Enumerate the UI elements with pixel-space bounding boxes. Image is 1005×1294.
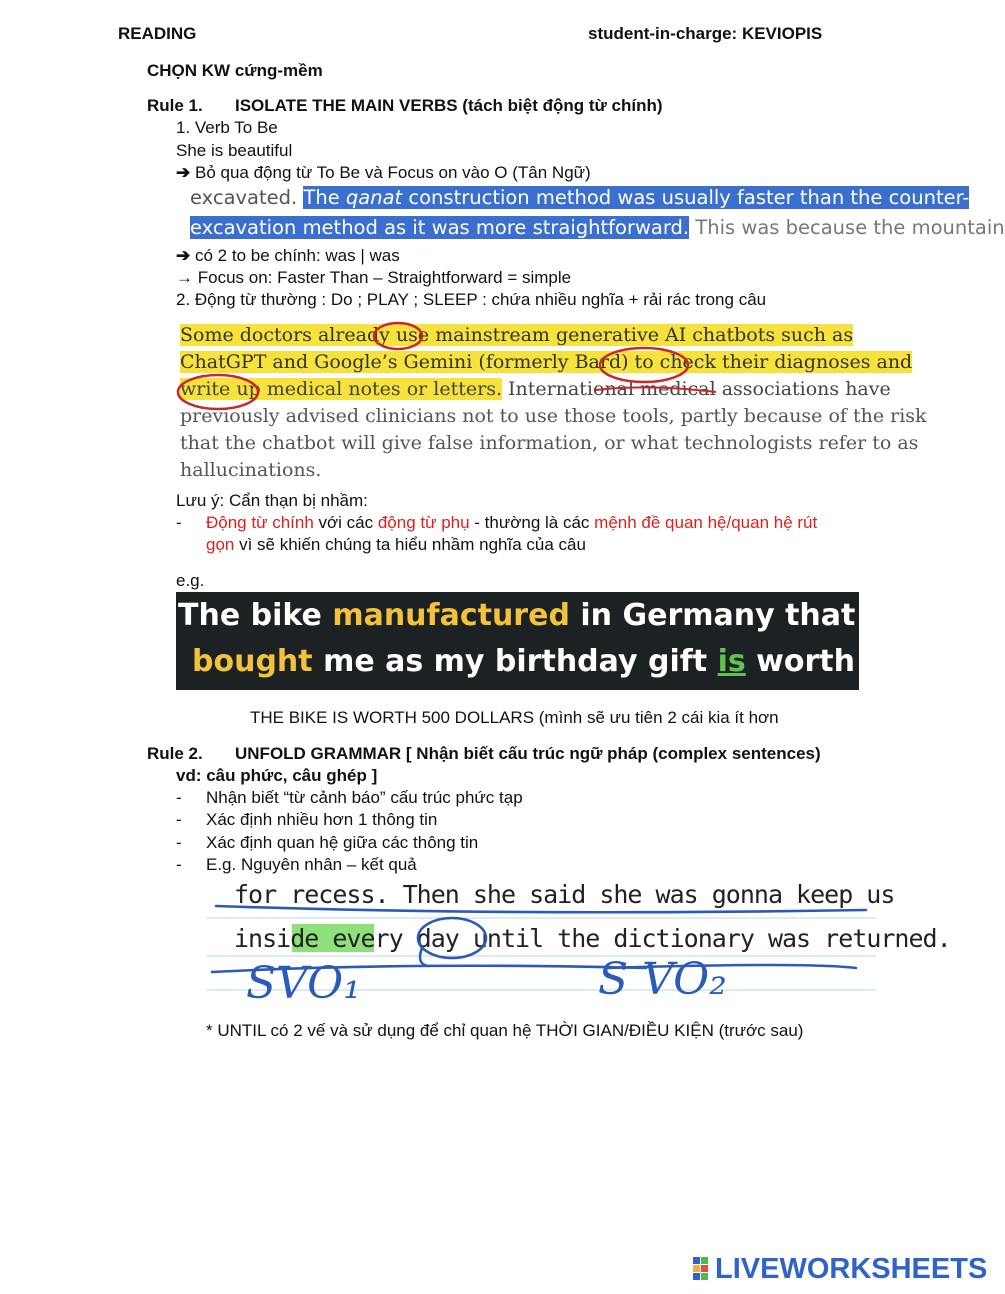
doctors-line5: that the chatbot will give false information, or what technologists refer to as xyxy=(180,432,919,454)
rule2-label: Rule 2. xyxy=(147,744,203,763)
section-title: CHỌN KW cứng-mềm xyxy=(147,61,323,80)
bike-l2d: worth $500. xyxy=(745,644,961,679)
logo-text: LIVEWORKSHEETS xyxy=(715,1253,988,1285)
bike-is: is xyxy=(717,644,746,679)
note-dash: - xyxy=(176,513,182,532)
rule1-label: Rule 1. xyxy=(147,96,203,115)
until-every-day: every day xyxy=(332,924,459,953)
bullet-dash-icon: - xyxy=(176,810,182,829)
qanat-line1-pre: excavated. xyxy=(190,186,304,209)
until-l2a: inside xyxy=(234,924,333,953)
rule1-arrow2-text: có 2 to be chính: was | was xyxy=(194,246,400,265)
header-right: student-in-charge: KEVIOPIS xyxy=(588,24,823,43)
doctors-line3-hl: write up medical notes or letters. xyxy=(180,378,502,400)
annotation-svo2: S VO₂ xyxy=(598,954,727,1005)
note-aux-verb: động từ phụ xyxy=(377,513,470,532)
red-circle-annotations xyxy=(176,318,896,488)
doctors-line3-post: International medical associations have xyxy=(501,378,891,400)
qanat-line1-hl xyxy=(303,186,969,209)
doctors-line1-text: Some doctors already use mainstream generative AI chatbots such as xyxy=(180,324,854,346)
qanat-hl-a: The xyxy=(303,186,346,209)
eg-label: e.g. xyxy=(176,571,205,590)
rule2-bullet: Nhận biết “từ cảnh báo” cấu trúc phức tạp xyxy=(206,788,523,807)
rule2-bullet: Xác định quan hệ giữa các thông tin xyxy=(206,833,479,852)
bike-line1 xyxy=(178,598,949,633)
header-left: READING xyxy=(118,24,197,43)
note-title: Lưu ý: Cẩn thạn bị nhầm: xyxy=(176,491,368,510)
bike-line2 xyxy=(192,644,960,679)
bike-l2b: me as my birthday gift xyxy=(312,644,718,679)
bike-bought: bought xyxy=(192,644,313,679)
qanat-line2 xyxy=(190,216,1005,239)
doctors-excerpt-image xyxy=(176,318,927,488)
until-handwriting-image xyxy=(206,876,951,1016)
arrow-icon: ➔ xyxy=(176,163,191,182)
rule2-title: UNFOLD GRAMMAR [ Nhận biết cấu trúc ngữ pháp (complex sentences) xyxy=(235,744,821,763)
note-line1 xyxy=(206,513,817,533)
rule1-arrow3-row xyxy=(176,268,571,288)
note-relative-clause: mệnh đề quan hệ/quan hệ rút xyxy=(594,513,818,532)
bike-manufactured: manufactured xyxy=(332,598,570,633)
rule1-title: ISOLATE THE MAIN VERBS (tách biệt động từ chính) xyxy=(235,96,663,115)
note-line2 xyxy=(206,535,586,555)
rule1-item2: 2. Động từ thường : Do ; PLAY ; SLEEP : chứa nhiều nghĩa + rải rác trong câu xyxy=(176,290,767,309)
qanat-line2-post: This was because the mountain xyxy=(689,216,1005,239)
note-d: - thường là các xyxy=(469,513,595,532)
doctors-line2-text: ChatGPT and Google’s Gemini (formerly Bard) to check their diagnoses and xyxy=(180,351,913,373)
rule1-arrow2-row xyxy=(176,246,400,266)
bike-sentence-image xyxy=(176,592,961,690)
conclusion: THE BIKE IS WORTH 500 DOLLARS (mình sẽ ưu tiên 2 cái kia ít hơn xyxy=(250,708,779,727)
rule1-item1: 1. Verb To Be xyxy=(176,118,278,137)
thin-arrow-icon: → xyxy=(176,268,193,287)
annotation-svo1: SVO₁ xyxy=(246,958,361,1009)
until-l2c: until the dictionary was returned. xyxy=(458,924,951,953)
doctors-line6: hallucinations. xyxy=(180,459,322,481)
note-f: gọn xyxy=(206,535,235,554)
qanat-excerpt-image xyxy=(186,182,1005,244)
note-b: với các xyxy=(313,513,378,532)
rule2-bullet: E.g. Nguyên nhân – kết quả xyxy=(206,855,417,874)
bike-l1a: The bike xyxy=(178,598,333,633)
bullet-dash-icon: - xyxy=(176,855,182,874)
bike-l1c: in Germany that mom xyxy=(569,598,949,633)
qanat-hl-b: qanat xyxy=(345,186,403,209)
bullet-dash-icon: - xyxy=(176,788,182,807)
rule1-arrow3-text: Focus on: Faster Than – Straightforward = simple xyxy=(197,268,572,287)
until-note: * UNTIL có 2 vế và sử dụng để chỉ quan hệ THỜI GIAN/ĐIỀU KIỆN (trước sau) xyxy=(206,1021,804,1040)
logo-icon xyxy=(693,1257,717,1283)
until-line1: for recess. Then she said she was gonna keep us xyxy=(234,880,895,909)
qanat-line2-hl: excavation method as it was more straightforward. xyxy=(190,216,690,239)
arrow-icon: ➔ xyxy=(176,246,191,265)
rule2-bullet: Xác định nhiều hơn 1 thông tin xyxy=(206,810,438,829)
bullet-dash-icon: - xyxy=(176,833,182,852)
qanat-line1 xyxy=(190,186,969,209)
rule1-example1: She is beautiful xyxy=(176,141,293,160)
note-main-verb: Động từ chính xyxy=(206,513,314,532)
rule1-arrow1-row xyxy=(176,163,591,183)
rule2-title2: vd: câu phức, câu ghép ] xyxy=(176,766,378,785)
rule1-arrow1-text: Bỏ qua động từ To Be và Focus on vào O (Tân Ngữ) xyxy=(194,163,591,182)
qanat-hl-c: construction method was usually faster than the counter- xyxy=(402,186,970,209)
doctors-line4: previously advised clinicians not to use those tools, partly because of the risk xyxy=(180,405,927,427)
note-g: vì sẽ khiến chúng ta hiểu nhầm nghĩa của câu xyxy=(234,535,586,554)
